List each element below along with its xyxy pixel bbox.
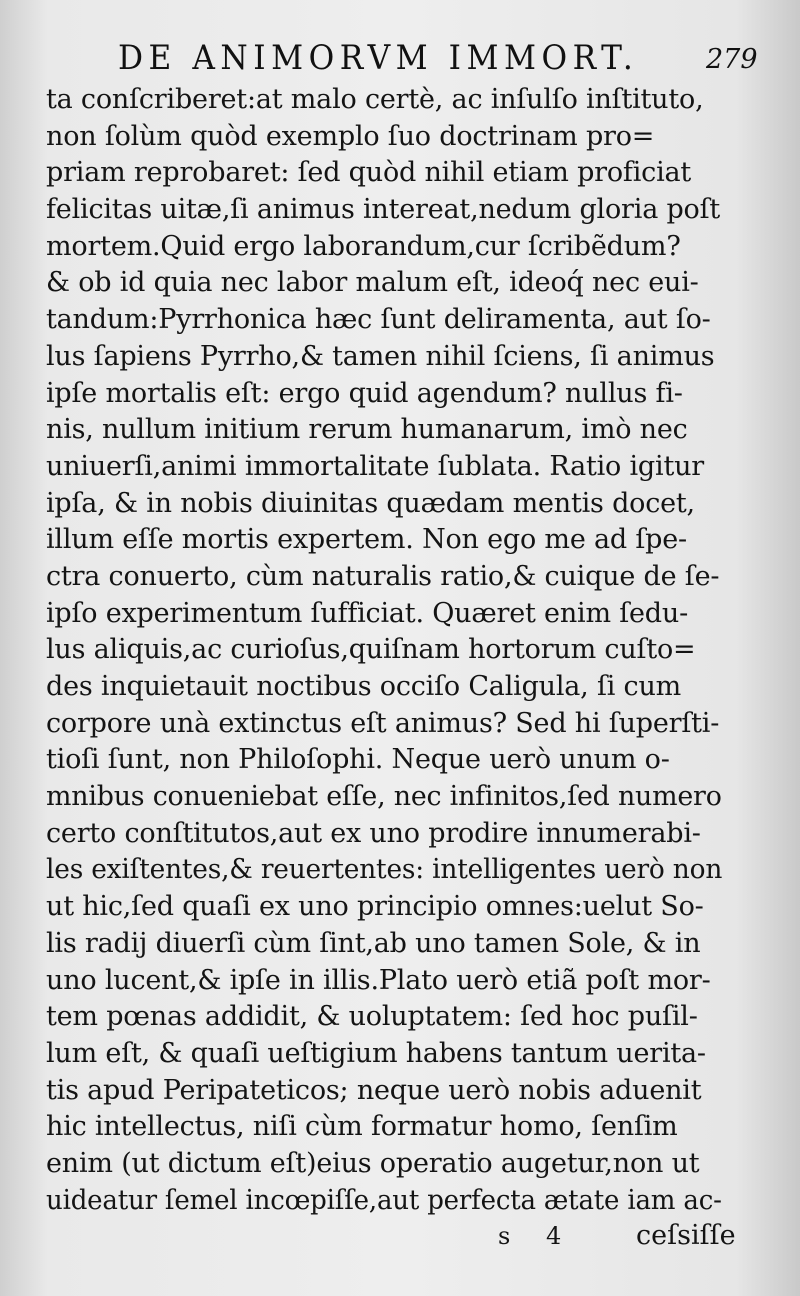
text-line: enim (ut dictum eſt)eius operatio augetur,non ut bbox=[46, 1147, 700, 1179]
text-line: non ſolùm quòd exemplo ſuo doctrinam pro= bbox=[46, 120, 655, 152]
text-line: ipſe mortalis eſt: ergo quid agendum? nullus fi- bbox=[46, 377, 683, 409]
text-line: priam reprobaret: ſed quòd nihil etiam proficiat bbox=[46, 157, 692, 189]
text-line: felicitas uitæ,ſi animus intereat,nedum gloria poſt bbox=[46, 194, 721, 226]
text-line: uideatur ſemel incœpiſſe,aut perfecta ætate iam ac- bbox=[46, 1184, 722, 1216]
text-line: lus ſapiens Pyrrho,& tamen nihil ſciens, ſi animus bbox=[46, 340, 715, 372]
signature-mark: s 4 bbox=[498, 1222, 576, 1250]
text-line: ctra conuerto, cùm naturalis ratio,& cuique de ſe- bbox=[46, 560, 720, 592]
text-line: lus aliquis,ac curioſus,quiſnam hortorum cuſto= bbox=[46, 634, 696, 666]
text-line: illum eſſe mortis expertem. Non ego me ad ſpe- bbox=[46, 524, 687, 556]
page-number: 279 bbox=[706, 44, 758, 75]
text-line: uno lucent,& ipſe in illis.Plato uerò etiã poſt mor- bbox=[46, 964, 711, 996]
text-line: tem pœnas addidit, & uoluptatem: ſed hoc puſil- bbox=[46, 1001, 698, 1033]
text-line: ipſo experimentum ſufficiat. Quæret enim ſedu- bbox=[46, 597, 689, 629]
text-line: ta conſcriberet:at malo certè, ac inſulſo inſtituto, bbox=[46, 84, 704, 115]
text-line: & ob id quia nec labor malum eſt, ideoq́ nec eui- bbox=[46, 267, 699, 299]
catchword: ceſsiſſe bbox=[636, 1220, 736, 1251]
text-line: ipſa, & in nobis diuinitas quædam mentis docet, bbox=[46, 487, 695, 519]
running-head bbox=[0, 36, 800, 86]
text-line: ut hic,ſed quaſi ex uno principio omnes:uelut So- bbox=[46, 891, 704, 923]
body-text bbox=[46, 82, 722, 1219]
text-line: uniuerſi,animi immortalitate ſublata. Ratio igitur bbox=[46, 450, 704, 482]
text-line: tioſi ſunt, non Philoſophi. Neque uerò unum o- bbox=[46, 744, 670, 776]
text-line: lum eſt, & quaſi ueſtigium habens tantum uerita- bbox=[46, 1037, 706, 1069]
text-line: nis, nullum initium rerum humanarum, imò nec bbox=[46, 414, 688, 446]
text-line: mnibus conueniebat eſſe, nec infinitos,ſed numero bbox=[46, 781, 722, 813]
text-line: hic intellectus, niſi cùm formatur homo, ſenſim bbox=[46, 1111, 678, 1143]
text-line: lis radij diuerſi cùm ſint,ab uno tamen Sole, & in bbox=[46, 927, 701, 959]
text-line: les exiſtentes,& reuertentes: intelligentes uerò non bbox=[46, 854, 723, 886]
text-line: tis apud Peripateticos; neque uerò nobis aduenit bbox=[46, 1074, 702, 1106]
running-title: DE ANIMORVM IMMORT. bbox=[118, 38, 639, 78]
text-line: des inquietauit noctibus occiſo Caligula, ſi cum bbox=[46, 671, 682, 702]
text-line: tandum:Pyrrhonica hæc ſunt deliramenta, aut ſo- bbox=[46, 304, 711, 336]
text-line: mortem.Quid ergo laborandum,cur ſcribẽdum? bbox=[46, 230, 681, 262]
text-line: corpore unà extinctus eſt animus? Sed hi ſuperſti- bbox=[46, 707, 720, 739]
footer-line bbox=[0, 1222, 800, 1262]
text-line: certo conſtitutos,aut ex uno prodire innumerabi- bbox=[46, 817, 701, 849]
